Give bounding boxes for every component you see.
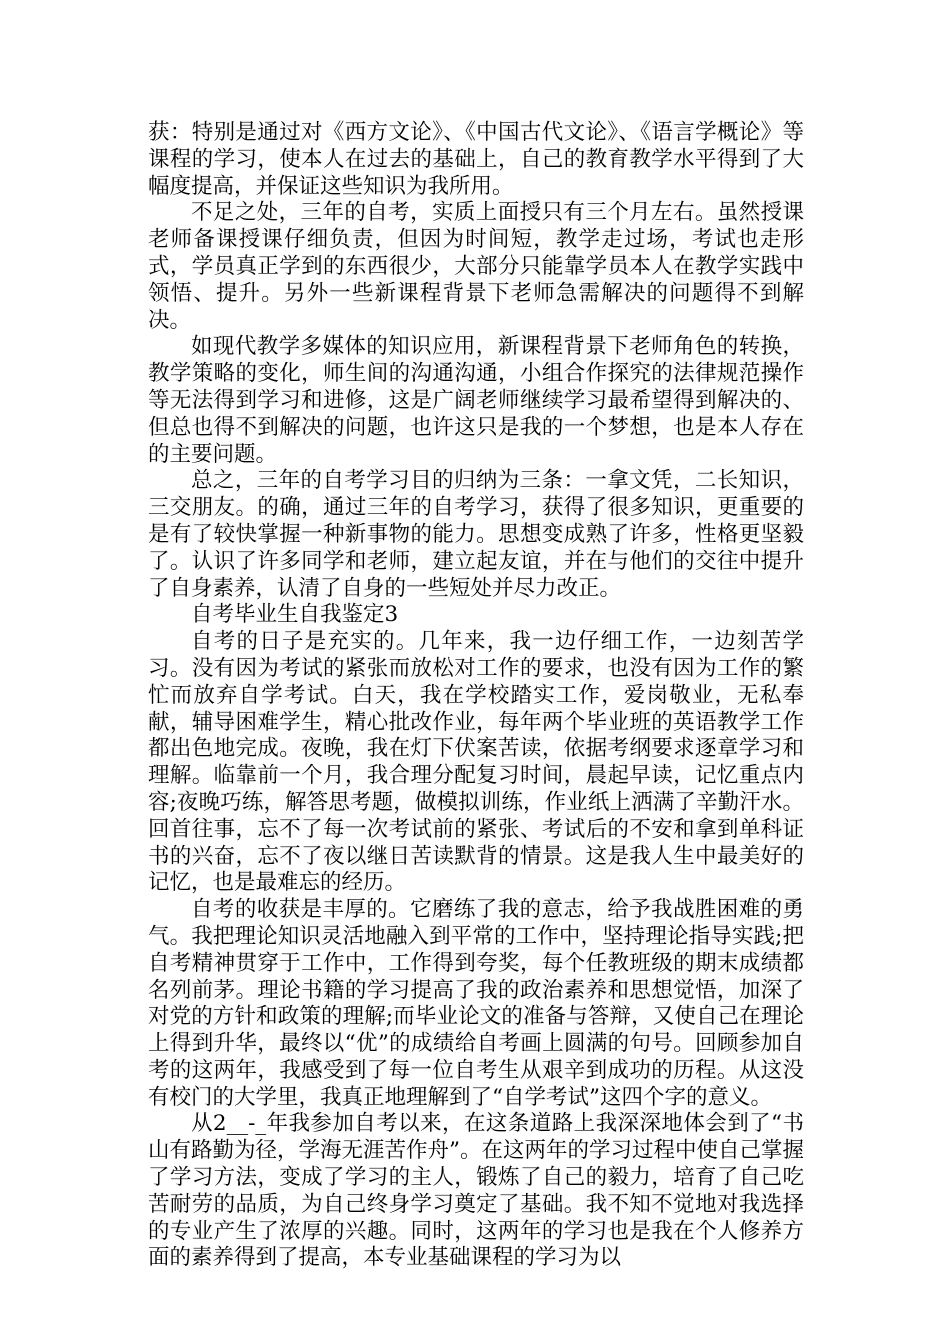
- paragraph: 如现代教学多媒体的知识应用，新课程背景下老师角色的转换，教学策略的变化，师生间的沟通沟通，小组合作探究的法律规范操作等无法得到学习和进修，这是广阔老师继续学习最希望得到解决的、但总也得不到解决的问题，也许这只是我的一个梦想，也是本人存在的主要问题。: [148, 334, 804, 467]
- paragraph: 不足之处，三年的自考，实质上面授只有三个月左右。虽然授课老师备课授课仔细负责，但因为时间短，教学走过场，考试也走形式，学员真正学到的东西很少，大部分只能靠学员本人在教学实践中领悟、提升。另外一些新课程背景下老师急需解决的问题得不到解决。: [148, 200, 804, 333]
- paragraph: 总之，三年的自考学习目的归纳为三条：一拿文凭，二长知识，三交朋友。的确，通过三年的自考学习，获得了很多知识，更重要的是有了较快掌握一种新事物的能力。思想变成熟了许多，性格更坚毅了。认识了许多同学和老师，建立起友谊，并在与他们的交往中提升了自身素养，认清了自身的一些短处并尽力改正。: [148, 468, 804, 601]
- document-body: [148, 120, 804, 1272]
- paragraph: 自考的收获是丰厚的。它磨练了我的意志，给予我战胜困难的勇气。我把理论知识灵活地融入到平常的工作中，坚持理论指导实践;把自考精神贯穿于工作中，工作得到夸奖，每个任教班级的期末成绩都名列前茅。理论书籍的学习提高了我的政治素养和思想觉悟，加深了对党的方针和政策的理解;而毕业论文的准备与答辩，又使自己在理论上得到升华，最终以“优”的成绩给自考画上圆满的句号。回顾参加自考的这两年，我感受到了每一位自考生从艰辛到成功的历程。从这没有校门的大学里，我真正地理解到了“自学考试”这四个字的意义。: [148, 897, 804, 1110]
- paragraph: 从2__-_年我参加自考以来，在这条道路上我深深地体会到了“书山有路勤为径，学海无涯苦作舟”。在这两年的学习过程中使自己掌握了学习方法，变成了学习的主人，锻炼了自己的毅力，培育了自己吃苦耐劳的品质，为自己终身学习奠定了基础。我不知不觉地对我选择的专业产生了浓厚的兴趣。同时，这两年的学习也是我在个人修养方面的素养得到了提高，本专业基础课程的学习为以: [148, 1111, 804, 1271]
- paragraph: 获：特别是通过对《西方文论》、《中国古代文论》、《语言学概论》等课程的学习，使本人在过去的基础上，自己的教育教学水平得到了大幅度提高，并保证这些知识为我所用。: [148, 120, 804, 199]
- section-heading: 自考毕业生自我鉴定3: [191, 602, 399, 628]
- paragraph: 自考的日子是充实的。几年来，我一边仔细工作，一边刻苦学习。没有因为考试的紧张而放松对工作的要求，也没有因为工作的繁忙而放弃自学考试。白天，我在学校踏实工作，爱岗敬业，无私奉献，辅导困难学生，精心批改作业，每年两个毕业班的英语教学工作都出色地完成。夜晚，我在灯下伏案苦读，依据考纲要求逐章学习和理解。临靠前一个月，我合理分配复习时间，晨起早读，记忆重点内容;夜晚巧练，解答思考题，做模拟训练，作业纸上洒满了辛勤汗水。回首往事，忘不了每一次考试前的紧张、考试后的不安和拿到单科证书的兴奋，忘不了夜以继日苦读默背的情景。这是我人生中最美好的记忆，也是最难忘的经历。: [148, 629, 804, 896]
